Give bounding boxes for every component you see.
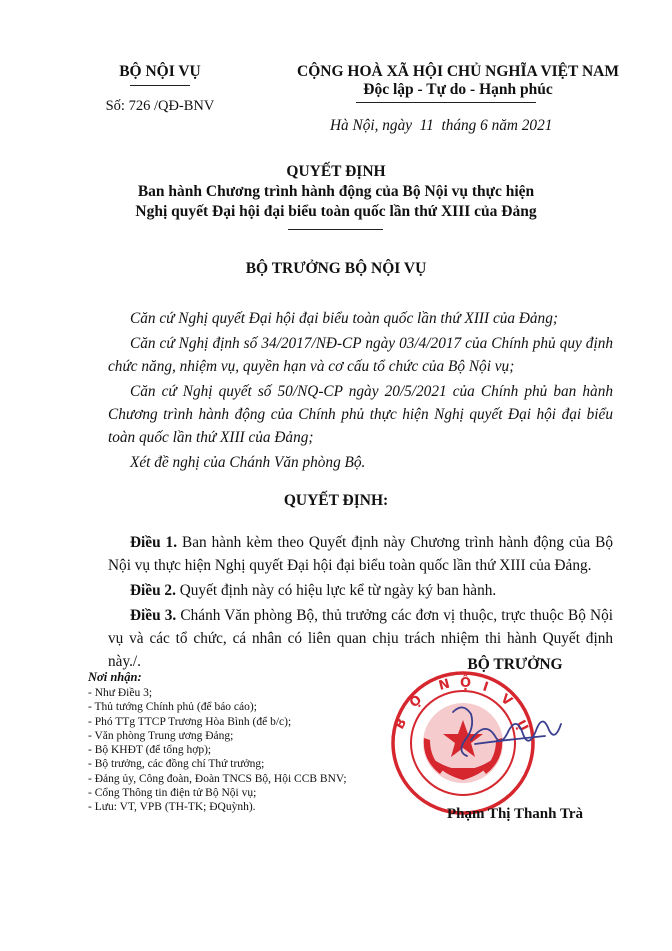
- decision-subtitle-line1: Ban hành Chương trình hành động của Bộ Nội vụ thực hiện: [137, 183, 535, 200]
- preamble-item: Căn cứ Nghị định số 34/2017/NĐ-CP ngày 03/4/2017 của Chính phủ quy định chức năng, nhiệm vụ, quyền hạn và cơ cấu tổ chức của Bộ Nội vụ;: [108, 335, 613, 375]
- motto-underline: [356, 102, 536, 103]
- list-item: - Đảng ủy, Công đoàn, Đoàn TNCS Bộ, Hội CCB BNV;: [88, 772, 347, 785]
- title-underline: [288, 229, 383, 230]
- place-date: Hà Nội, ngày 11 tháng 6 năm 2021: [330, 117, 553, 134]
- issuing-authority: BỘ TRƯỞNG BỘ NỘI VỤ: [245, 260, 427, 277]
- svg-text:V: V: [497, 691, 515, 710]
- decision-title: QUYẾT ĐỊNH: [286, 163, 386, 180]
- list-item: - Bộ trưởng, các đồng chí Thứ trưởng;: [88, 758, 265, 771]
- list-item: - Phó TTg TTCP Trương Hòa Bình (để b/c);: [88, 715, 292, 728]
- decision-subtitle-line2: Nghị quyết Đại hội đại biểu toàn quốc lần thứ XIII của Đảng: [135, 203, 537, 220]
- preamble-section: [108, 307, 613, 474]
- svg-text:Ụ: Ụ: [512, 717, 531, 735]
- national-motto: Độc lập - Tự do - Hạnh phúc: [363, 81, 553, 98]
- agency-name: BỘ NỘI VỤ: [119, 63, 201, 80]
- svg-text:I: I: [480, 679, 491, 696]
- svg-text:Ộ: Ộ: [460, 676, 472, 691]
- list-item: - Văn phòng Trung ương Đảng;: [88, 729, 234, 742]
- preamble-item: Căn cứ Nghị quyết Đại hội đại biểu toàn quốc lần thứ XIII của Đảng;: [130, 310, 558, 327]
- list-item: - Lưu: VT, VPB (TH-TK; ĐQuỳnh).: [88, 801, 256, 814]
- article-label: Điều 1.: [130, 534, 178, 551]
- handwritten-signature: [445, 700, 565, 780]
- list-item: - Như Điều 3;: [88, 687, 153, 699]
- preamble-item: Căn cứ Nghị quyết số 50/NQ-CP ngày 20/5/2021 của Chính phủ ban hành Chương trình hành động của Chính phủ thực hiện Nghị quyết Đại hội đại biểu toàn quốc lần thứ XIII của Đảng;: [108, 383, 613, 446]
- article-text: Quyết định này có hiệu lực kể từ ngày ký ban hành.: [175, 582, 497, 599]
- article-label: Điều 3.: [130, 607, 177, 624]
- svg-text:N: N: [437, 676, 452, 694]
- decision-heading: QUYẾT ĐỊNH:: [283, 492, 389, 509]
- article-text: Ban hành kèm theo Quyết định này Chương trình hành động của Bộ Nội vụ thực hiện Nghị quyết Đại hội đại biểu toàn quốc lần thứ XIII của Đảng.: [108, 534, 613, 574]
- recipients-block: [88, 670, 418, 815]
- document-number: Số: 726 /QĐ-BNV: [105, 98, 215, 114]
- list-item: - Thủ tướng Chính phủ (để báo cáo);: [88, 701, 257, 714]
- nation-title: CỘNG HOÀ XÃ HỘI CHỦ NGHĨA VIỆT NAM: [297, 63, 619, 80]
- svg-text:Ộ: Ộ: [406, 692, 426, 712]
- list-item: - Cổng Thông tin điện tử Bộ Nội vụ;: [88, 787, 257, 800]
- signer-title: BỘ TRƯỞNG: [467, 656, 563, 673]
- recipients-heading: Nơi nhận:: [88, 670, 142, 684]
- article-text: Chánh Văn phòng Bộ, thủ trưởng các đơn vị thuộc, trực thuộc Bộ Nội vụ và các tổ chức, cá nhân có liên quan chịu trách nhiệm thi hành Quyết định này./.: [108, 607, 613, 670]
- article-label: Điều 2.: [130, 582, 176, 599]
- article: [108, 531, 613, 577]
- article: [108, 579, 613, 602]
- preamble-item: Xét đề nghị của Chánh Văn phòng Bộ.: [130, 454, 366, 471]
- agency-underline: [130, 85, 190, 86]
- list-item: - Bộ KHĐT (để tổng hợp);: [88, 744, 212, 757]
- signer-name: Phạm Thị Thanh Trà: [446, 806, 584, 822]
- articles-section: [108, 531, 613, 673]
- svg-text:B: B: [392, 716, 411, 732]
- recipient-list: [88, 686, 418, 815]
